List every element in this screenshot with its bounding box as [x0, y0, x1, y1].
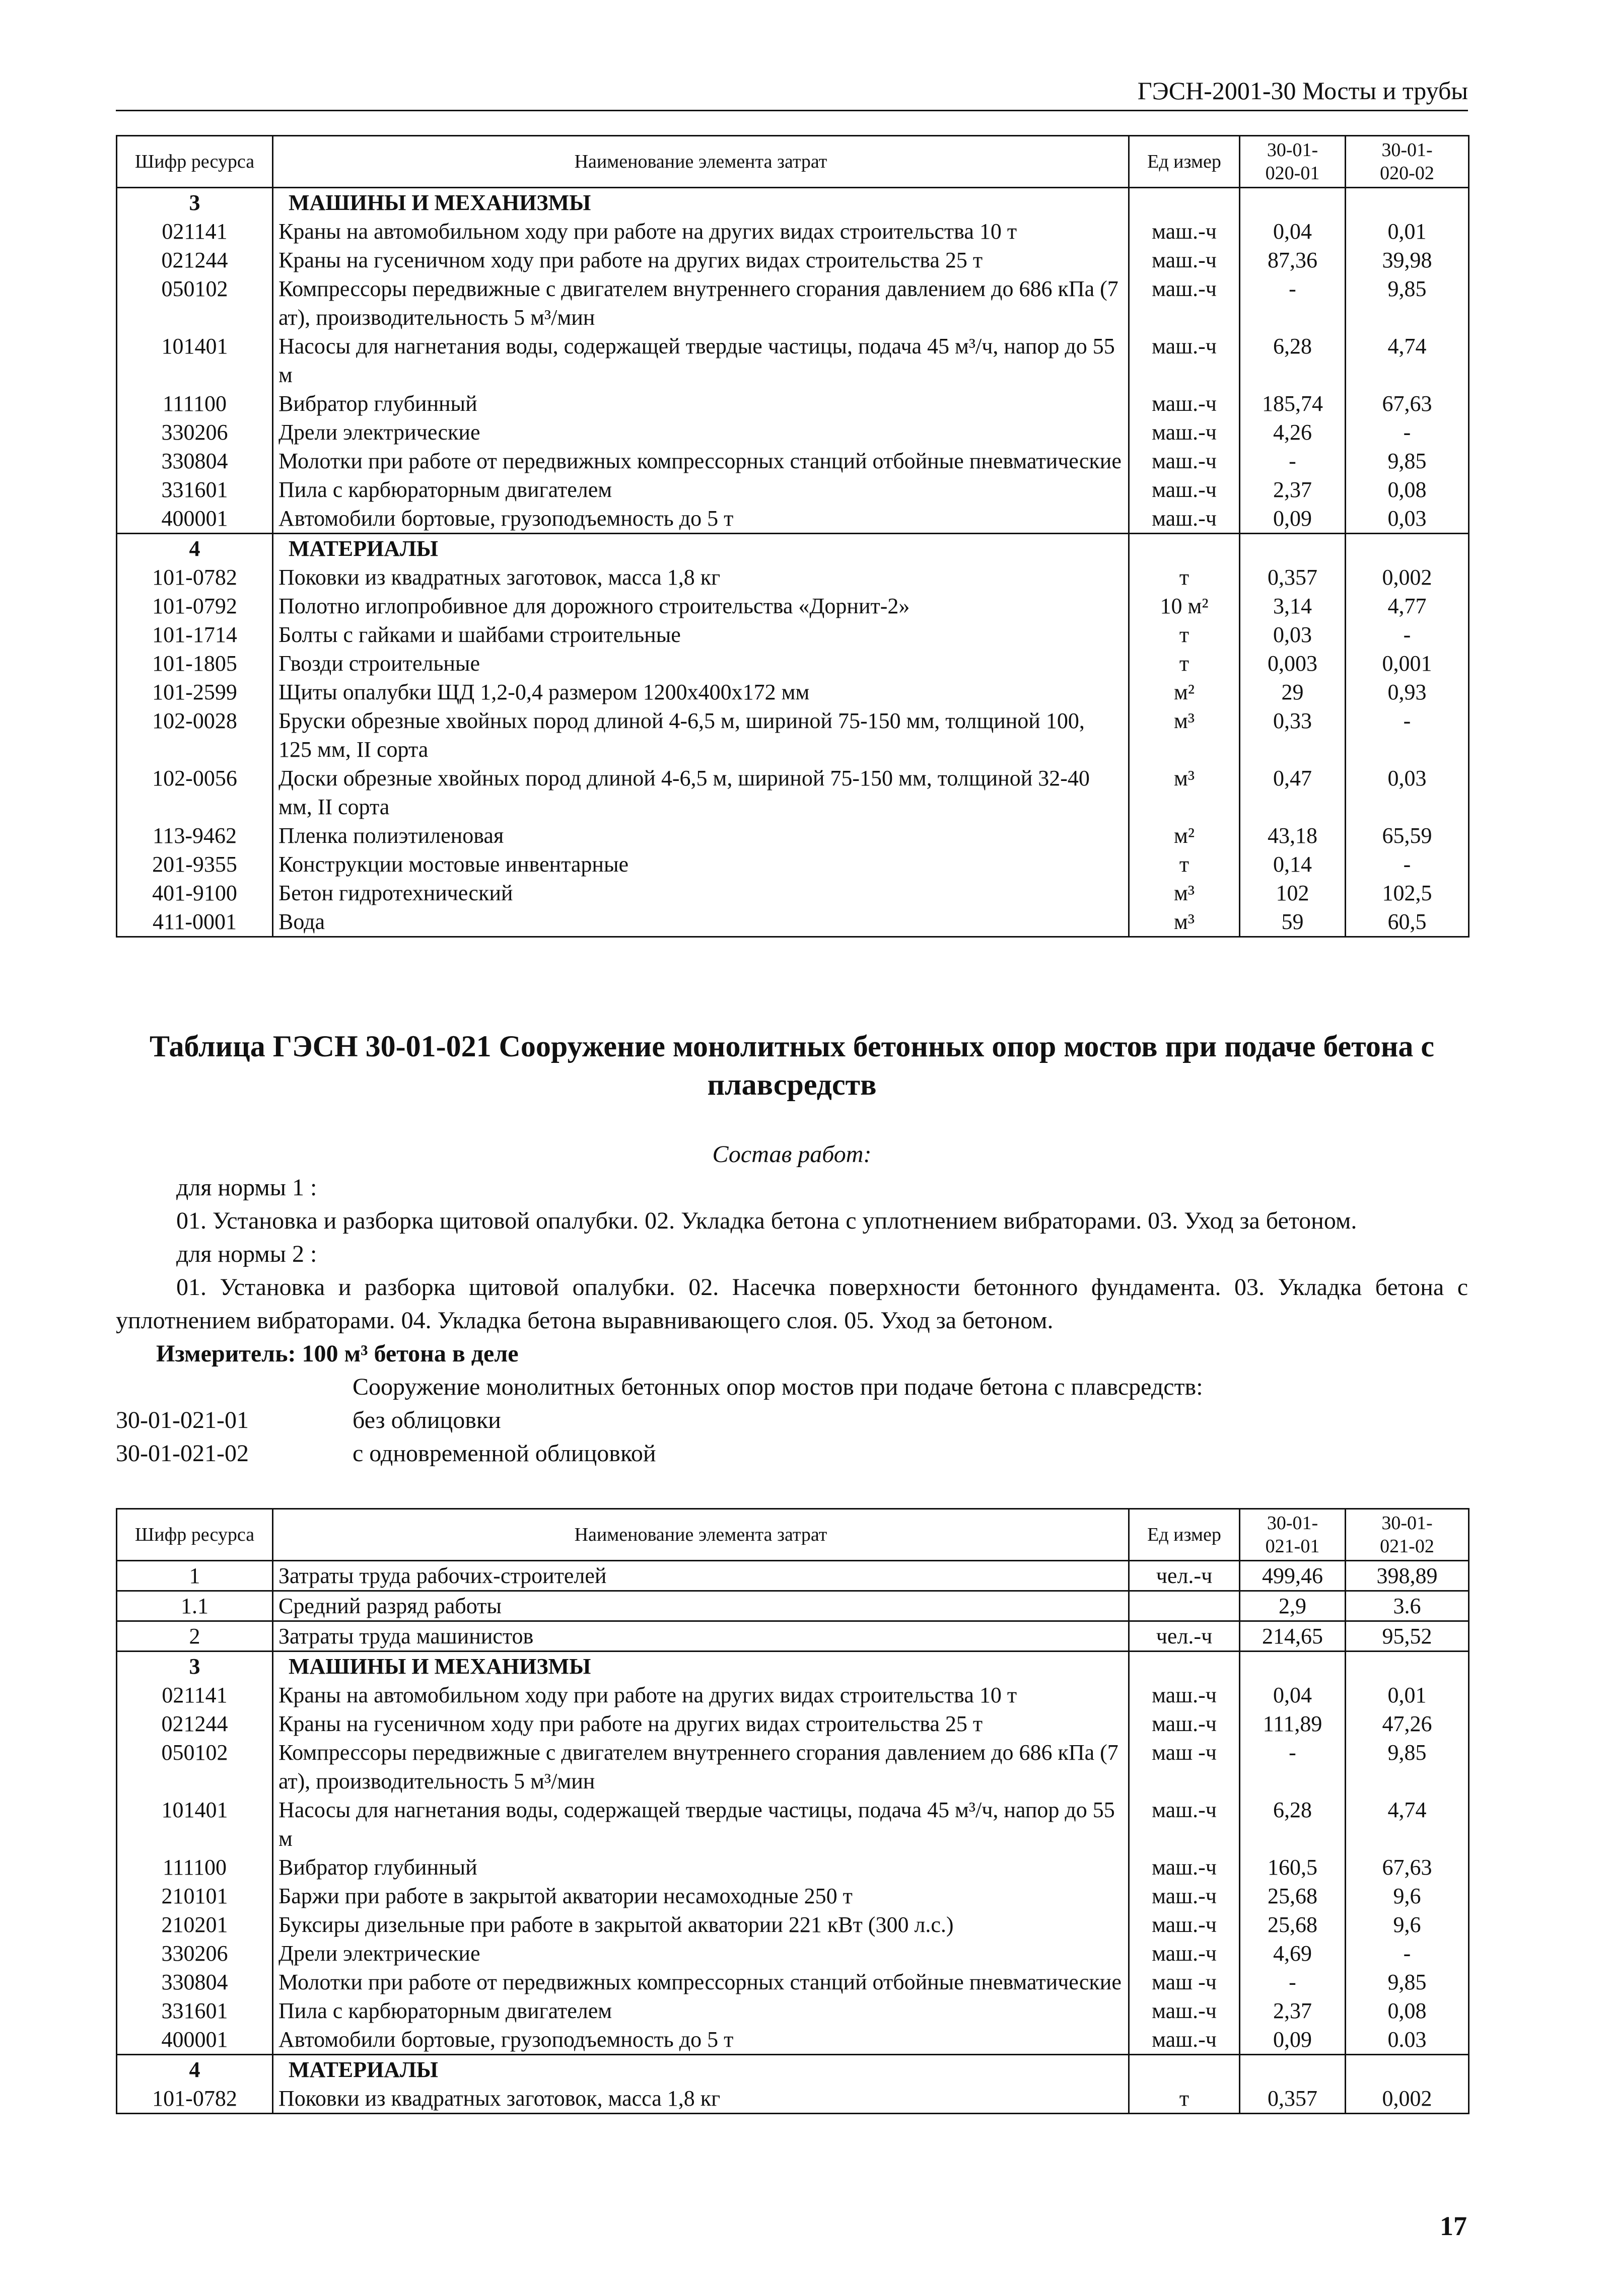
resource-unit: маш.-ч [1129, 1910, 1240, 1939]
resource-name: Конструкции мостовые инвентарные [278, 852, 629, 877]
value-col1: 0,09 [1240, 2025, 1346, 2055]
resource-name: Болты с гайками и шайбами строительные [278, 622, 681, 647]
resource-name: Компрессоры передвижные с двигателем внутреннего сгорания давлением до 686 кПа (7 ат), производительность 5 м³/мин [278, 1740, 1118, 1793]
value-col1: 4,69 [1240, 1939, 1346, 1968]
resource-unit: маш.-ч [1129, 1996, 1240, 2025]
table-row [117, 2084, 1469, 2114]
value-col1: 0,04 [1240, 217, 1346, 246]
resource-name: МАШИНЫ И МЕХАНИЗМЫ [273, 1652, 1129, 1681]
resource-unit: маш.-ч [1129, 1796, 1240, 1853]
value-col2: 0,001 [1346, 649, 1469, 678]
value-col1: 59 [1240, 907, 1346, 937]
table-row [117, 1709, 1469, 1738]
table-row [117, 592, 1469, 620]
resource-code: 101-0792 [117, 592, 273, 620]
table-row [117, 879, 1469, 907]
resource-name: Бетон гидротехнический [278, 881, 513, 905]
value-col1: - [1240, 274, 1346, 332]
resource-code: 050102 [117, 274, 273, 332]
value-col1: 499,46 [1240, 1561, 1346, 1591]
value-col1: 43,18 [1240, 821, 1346, 850]
resource-unit: т [1129, 850, 1240, 879]
value-col2: 0,01 [1346, 217, 1469, 246]
variant-code: 30-01-021-01 [116, 1407, 249, 1433]
resource-name: Компрессоры передвижные с двигателем внутреннего сгорания давлением до 686 кПа (7 ат), производительность 5 м³/мин [278, 276, 1118, 330]
table-row [117, 1681, 1469, 1709]
resource-unit: т [1129, 620, 1240, 649]
resource-name: Гвозди строительные [278, 651, 480, 676]
variant-row [116, 1437, 1468, 1470]
table-header-row [117, 1509, 1469, 1561]
value-col2: - [1346, 850, 1469, 879]
resource-name: Доски обрезные хвойных пород длиной 4-6,5 м, шириной 75-150 мм, толщиной 32-40 мм, II сорта [278, 766, 1090, 819]
section-row [117, 534, 1469, 563]
value-col2 [1346, 1652, 1469, 1681]
value-col1: - [1240, 447, 1346, 475]
table-row [117, 1591, 1469, 1621]
resource-unit: т [1129, 563, 1240, 592]
value-col1: 0,04 [1240, 1681, 1346, 1709]
resource-code: 021244 [117, 246, 273, 274]
resource-name: Краны на гусеничном ходу при работе на других видах строительства 25 т [278, 1711, 983, 1736]
resource-name: Пленка полиэтиленовая [278, 823, 504, 848]
meter-line: Измеритель: 100 м³ бетона в деле [156, 1340, 519, 1367]
resource-name: Насосы для нагнетания воды, содержащей твердые частицы, подача 45 м³/ч, напор до 55 м [278, 334, 1115, 387]
value-col2: 9,6 [1346, 1910, 1469, 1939]
resource-code: 330206 [117, 1939, 273, 1968]
resource-code: 400001 [117, 2025, 273, 2055]
value-col1: 4,26 [1240, 418, 1346, 447]
resource-code: 201-9355 [117, 850, 273, 879]
resource-unit: м³ [1129, 706, 1240, 764]
value-col2: 0,03 [1346, 504, 1469, 534]
section-row [117, 188, 1469, 218]
table-row [117, 620, 1469, 649]
value-col1 [1240, 1652, 1346, 1681]
norm2-text: 01. Установка и разборка щитовой опалубки. 02. Насечка поверхности бетонного фундамента. 03. Укладка бетона с уплотнением вибраторами. 04. Укладка бетона выравнивающего слоя. 05. Уход за бетоном. [116, 1274, 1468, 1334]
value-col2: 0,002 [1346, 2084, 1469, 2114]
resource-name: Краны на автомобильном ходу при работе на других видах строительства 10 т [278, 1683, 1017, 1707]
resource-code: 102-0056 [117, 764, 273, 821]
resource-name: Поковки из квадратных заготовок, масса 1,8 кг [278, 565, 721, 590]
resource-name: Молотки при работе от передвижных компрессорных станций отбойные пневматические [278, 1970, 1122, 1994]
table-row [117, 678, 1469, 706]
resource-unit: маш.-ч [1129, 447, 1240, 475]
resource-name: Затраты труда машинистов [273, 1621, 1129, 1652]
table-row [117, 1621, 1469, 1652]
value-col2: - [1346, 1939, 1469, 1968]
resource-code: 4 [117, 2055, 273, 2085]
resource-code: 2 [117, 1621, 273, 1652]
value-col1: 6,28 [1240, 1796, 1346, 1853]
resource-name: Баржи при работе в закрытой акватории несамоходные 250 т [278, 1884, 853, 1908]
resource-unit: маш.-ч [1129, 1853, 1240, 1882]
value-col1: 2,37 [1240, 475, 1346, 504]
resource-code: 330804 [117, 447, 273, 475]
cost-table-1 [116, 135, 1470, 938]
resource-code: 111100 [117, 389, 273, 418]
table-row [117, 1561, 1469, 1591]
value-col2: 0,93 [1346, 678, 1469, 706]
resource-code: 1 [117, 1561, 273, 1591]
resource-unit: т [1129, 2084, 1240, 2114]
cost-table-1-body [117, 188, 1469, 937]
resource-unit: маш -ч [1129, 1738, 1240, 1796]
value-col2: 398,89 [1346, 1561, 1469, 1591]
variant-label: с одновременной облицовкой [353, 1440, 656, 1467]
header-col2: 30-01- 020-02 [1346, 136, 1469, 188]
value-col1: 2,9 [1240, 1591, 1346, 1621]
table-row [117, 563, 1469, 592]
table-row [117, 1968, 1469, 1996]
page-number: 17 [1440, 2211, 1467, 2241]
table-row [117, 2025, 1469, 2055]
resource-unit: маш.-ч [1129, 475, 1240, 504]
value-col2: 4,74 [1346, 1796, 1469, 1853]
value-col2: - [1346, 706, 1469, 764]
resource-code: 021141 [117, 217, 273, 246]
resource-code: 101-0782 [117, 563, 273, 592]
resource-unit: м³ [1129, 907, 1240, 937]
resource-code: 210101 [117, 1882, 273, 1910]
value-col1: 0,14 [1240, 850, 1346, 879]
value-col2: 0,002 [1346, 563, 1469, 592]
resource-code: 4 [117, 534, 273, 563]
resource-unit: маш.-ч [1129, 274, 1240, 332]
header-name: Наименование элемента затрат [273, 1509, 1129, 1561]
resource-unit: м² [1129, 678, 1240, 706]
resource-name: Вода [273, 907, 1129, 937]
value-col2: 60,5 [1346, 907, 1469, 937]
header-col2: 30-01- 021-02 [1346, 1509, 1469, 1561]
header-unit: Ед измер [1129, 136, 1240, 188]
resource-name: Буксиры дизельные при работе в закрытой акватории 221 кВт (300 л.с.) [278, 1912, 954, 1937]
header-code: Шифр ресурса [117, 136, 273, 188]
table-row [117, 821, 1469, 850]
value-col1: - [1240, 1738, 1346, 1796]
value-col2: 4,74 [1346, 332, 1469, 389]
value-col2: 65,59 [1346, 821, 1469, 850]
value-col2: 67,63 [1346, 389, 1469, 418]
resource-unit: чел.-ч [1129, 1621, 1240, 1652]
resource-code: 330804 [117, 1968, 273, 1996]
resource-name: Затраты труда рабочих-строителей [273, 1561, 1129, 1591]
value-col1: 0,33 [1240, 706, 1346, 764]
value-col2: 95,52 [1346, 1621, 1469, 1652]
composition-block [116, 1138, 1468, 1470]
resource-unit [1129, 188, 1240, 218]
table-title: Таблица ГЭСН 30-01-021 Сооружение монолитных бетонных опор мостов при подаче бетона с плавсредств [149, 1030, 1435, 1101]
resource-unit: маш.-ч [1129, 504, 1240, 534]
resource-unit: маш.-ч [1129, 389, 1240, 418]
resource-code: 021244 [117, 1709, 273, 1738]
resource-code: 102-0028 [117, 706, 273, 764]
header-col1: 30-01- 020-01 [1240, 136, 1346, 188]
resource-code: 101401 [117, 332, 273, 389]
value-col1: - [1240, 1968, 1346, 1996]
value-col1: 0,03 [1240, 620, 1346, 649]
table-row [117, 1910, 1469, 1939]
table-row [117, 332, 1469, 389]
value-col1: 6,28 [1240, 332, 1346, 389]
resource-unit: м³ [1129, 879, 1240, 907]
table-row [117, 217, 1469, 246]
resource-code: 021141 [117, 1681, 273, 1709]
value-col2: 9,6 [1346, 1882, 1469, 1910]
cost-table-2-body [117, 1561, 1469, 2114]
value-col1: 25,68 [1240, 1882, 1346, 1910]
value-col2: 47,26 [1346, 1709, 1469, 1738]
resource-unit: маш.-ч [1129, 1681, 1240, 1709]
resource-name: Поковки из квадратных заготовок, масса 1,8 кг [273, 2084, 1129, 2114]
resource-name: МАШИНЫ И МЕХАНИЗМЫ [273, 188, 1129, 218]
resource-code: 111100 [117, 1853, 273, 1882]
value-col1: 0,357 [1240, 2084, 1346, 2114]
variant-code: 30-01-021-02 [116, 1440, 249, 1467]
resource-code: 101-1714 [117, 620, 273, 649]
table-header-row [117, 136, 1469, 188]
value-col2: 9,85 [1346, 447, 1469, 475]
resource-unit: маш.-ч [1129, 1882, 1240, 1910]
resource-name: Автомобили бортовые, грузоподъемность до 5 т [278, 2027, 734, 2052]
table-row [117, 1853, 1469, 1882]
resource-unit: м³ [1129, 764, 1240, 821]
norm1-label: для нормы 1 : [176, 1174, 317, 1201]
table-row [117, 706, 1469, 764]
resource-name: Дрели электрические [278, 420, 480, 445]
value-col1: 185,74 [1240, 389, 1346, 418]
header-col1: 30-01- 021-01 [1240, 1509, 1346, 1561]
value-col2: 9,85 [1346, 274, 1469, 332]
value-col2 [1346, 188, 1469, 218]
resource-name: Вибратор глубинный [278, 1855, 477, 1880]
resource-unit: маш.-ч [1129, 1939, 1240, 1968]
resource-name: Краны на автомобильном ходу при работе на других видах строительства 10 т [278, 219, 1017, 244]
resource-unit: т [1129, 649, 1240, 678]
running-header: ГЭСН-2001-30 Мосты и трубы [116, 76, 1468, 111]
resource-unit: маш.-ч [1129, 217, 1240, 246]
value-col2: 67,63 [1346, 1853, 1469, 1882]
header-unit: Ед измер [1129, 1509, 1240, 1561]
header-name: Наименование элемента затрат [273, 136, 1129, 188]
resource-code: 330206 [117, 418, 273, 447]
cost-table-2 [116, 1508, 1470, 2114]
resource-code: 101401 [117, 1796, 273, 1853]
value-col1: 0,003 [1240, 649, 1346, 678]
resource-code: 050102 [117, 1738, 273, 1796]
resource-unit: маш.-ч [1129, 246, 1240, 274]
resource-code: 400001 [117, 504, 273, 534]
resource-code: 331601 [117, 475, 273, 504]
table-row [117, 1996, 1469, 2025]
table-row [117, 246, 1469, 274]
value-col1: 87,36 [1240, 246, 1346, 274]
table-row [117, 475, 1469, 504]
resource-code: 401-9100 [117, 879, 273, 907]
resource-code: 3 [117, 188, 273, 218]
resource-name: Пила с карбюраторным двигателем [278, 1998, 612, 2023]
table-row [117, 1738, 1469, 1796]
composition-label: Состав работ: [712, 1141, 872, 1168]
resource-code: 101-2599 [117, 678, 273, 706]
value-col1: 102 [1240, 879, 1346, 907]
norm2-label: для нормы 2 : [176, 1241, 317, 1267]
value-col2: - [1346, 620, 1469, 649]
table-row [117, 1939, 1469, 1968]
value-col1 [1240, 188, 1346, 218]
value-col2: - [1346, 418, 1469, 447]
resource-name: Полотно иглопробивное для дорожного строительства «Дорнит-2» [278, 594, 910, 618]
resource-code: 101-1805 [117, 649, 273, 678]
table-row [117, 504, 1469, 534]
section-row [117, 1652, 1469, 1681]
value-col1: 0,357 [1240, 563, 1346, 592]
value-col2 [1346, 2055, 1469, 2085]
header-code: Шифр ресурса [117, 1509, 273, 1561]
value-col2: 9,85 [1346, 1968, 1469, 1996]
value-col1: 29 [1240, 678, 1346, 706]
table-row [117, 447, 1469, 475]
resource-name: Краны на гусеничном ходу при работе на других видах строительства 25 т [278, 248, 983, 272]
resource-name: МАТЕРИАЛЫ [273, 534, 1129, 563]
resource-name: Молотки при работе от передвижных компрессорных станций отбойные пневматические [278, 449, 1122, 473]
resource-unit: маш.-ч [1129, 332, 1240, 389]
value-col1: 160,5 [1240, 1853, 1346, 1882]
value-col2: 4,77 [1346, 592, 1469, 620]
value-col2: 0,08 [1346, 1996, 1469, 2025]
resource-name: Щиты опалубки ЩД 1,2-0,4 размером 1200х400х172 мм [278, 680, 810, 704]
value-col2: 0.03 [1346, 2025, 1469, 2055]
value-col1 [1240, 2055, 1346, 2085]
norm1-text: 01. Установка и разборка щитовой опалубки. 02. Укладка бетона с уплотнением вибраторами. 03. Уход за бетоном. [176, 1207, 1357, 1234]
section-row [117, 2055, 1469, 2085]
resource-code: 113-9462 [117, 821, 273, 850]
resource-code: 411-0001 [117, 907, 273, 937]
resource-unit: м² [1129, 821, 1240, 850]
resource-code: 3 [117, 1652, 273, 1681]
value-col2 [1346, 534, 1469, 563]
resource-unit [1129, 2055, 1240, 2085]
value-col1: 25,68 [1240, 1910, 1346, 1939]
resource-unit [1129, 1652, 1240, 1681]
table-row [117, 1882, 1469, 1910]
table-row [117, 907, 1469, 937]
variant-label: без облицовки [353, 1407, 501, 1433]
resource-unit [1129, 534, 1240, 563]
value-col2: 0,01 [1346, 1681, 1469, 1709]
table-row [117, 850, 1469, 879]
value-col1: 0,09 [1240, 504, 1346, 534]
resource-unit: маш.-ч [1129, 2025, 1240, 2055]
value-col1: 2,37 [1240, 1996, 1346, 2025]
table-row [117, 764, 1469, 821]
resource-unit: маш.-ч [1129, 1709, 1240, 1738]
table-row [117, 389, 1469, 418]
value-col1: 214,65 [1240, 1621, 1346, 1652]
resource-code: 1.1 [117, 1591, 273, 1621]
resource-name: Автомобили бортовые, грузоподъемность до 5 т [278, 506, 734, 531]
resource-name: Средний разряд работы [273, 1591, 1129, 1621]
resource-code: 101-0782 [117, 2084, 273, 2114]
value-col2: 9,85 [1346, 1738, 1469, 1796]
resource-code: 331601 [117, 1996, 273, 2025]
value-col2: 102,5 [1346, 879, 1469, 907]
resource-unit: чел.-ч [1129, 1561, 1240, 1591]
variant-row [116, 1404, 1468, 1437]
value-col2: 3.6 [1346, 1591, 1469, 1621]
resource-unit: маш.-ч [1129, 418, 1240, 447]
value-col1: 111,89 [1240, 1709, 1346, 1738]
value-col1 [1240, 534, 1346, 563]
value-col2: 0,08 [1346, 475, 1469, 504]
resource-code: 210201 [117, 1910, 273, 1939]
table-row [117, 418, 1469, 447]
resource-name: Вибратор глубинный [278, 391, 477, 416]
resource-unit: маш -ч [1129, 1968, 1240, 1996]
table-row [117, 274, 1469, 332]
resource-name: МАТЕРИАЛЫ [273, 2055, 1129, 2085]
resource-name: Дрели электрические [278, 1941, 480, 1966]
resource-unit: 10 м² [1129, 592, 1240, 620]
value-col1: 0,47 [1240, 764, 1346, 821]
value-col1: 3,14 [1240, 592, 1346, 620]
value-col2: 0,03 [1346, 764, 1469, 821]
table-row [117, 649, 1469, 678]
value-col2: 39,98 [1346, 246, 1469, 274]
resource-name: Насосы для нагнетания воды, содержащей твердые частицы, подача 45 м³/ч, напор до 55 м [278, 1798, 1115, 1851]
table-row [117, 1796, 1469, 1853]
subject-line: Сооружение монолитных бетонных опор мостов при подаче бетона с плавсредств: [353, 1374, 1203, 1400]
resource-name: Бруски обрезные хвойных пород длиной 4-6,5 м, шириной 75-150 мм, толщиной 100, 125 мм, II сорта [278, 708, 1085, 762]
resource-name: Пила с карбюраторным двигателем [278, 477, 612, 502]
resource-unit [1129, 1591, 1240, 1621]
